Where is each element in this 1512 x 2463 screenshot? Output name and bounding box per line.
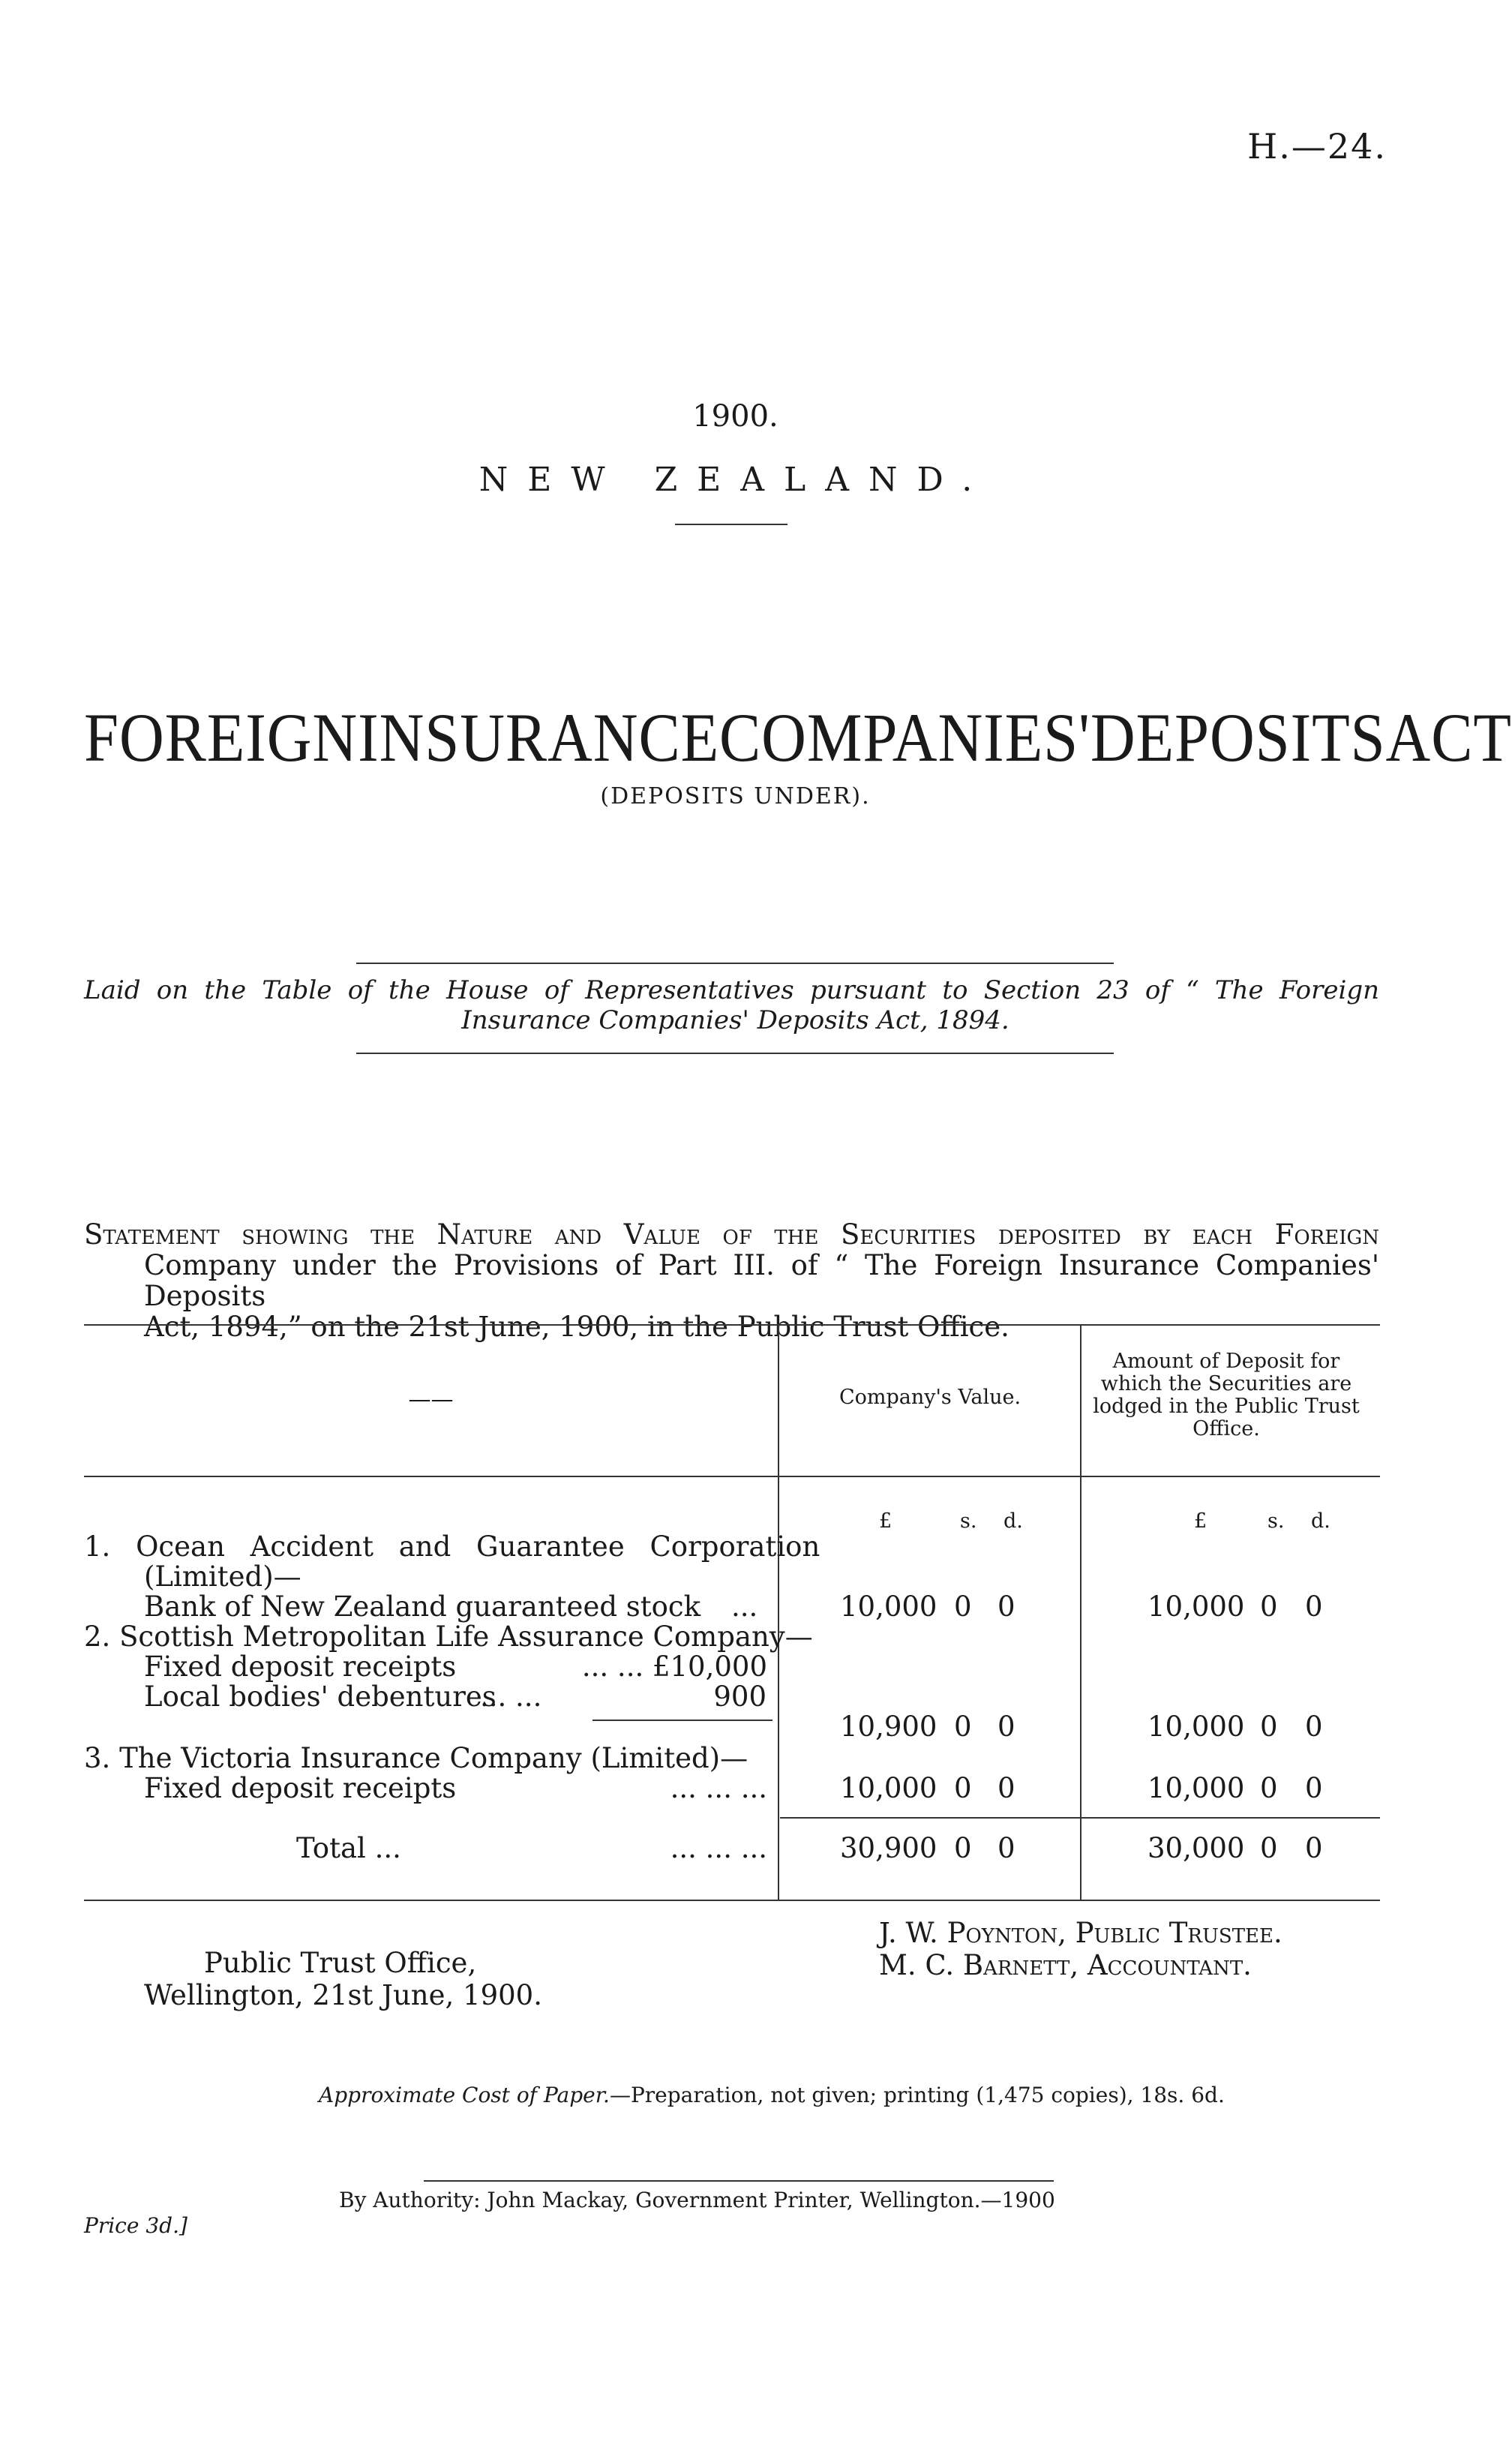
cv-pounds: 10,900 xyxy=(840,1711,938,1743)
row-label: 3. The Victoria Insurance Company (Limited)— xyxy=(84,1742,748,1774)
statement-line: Statement showing the Nature and Value of the Securities deposited by each Foreign xyxy=(84,1218,1379,1251)
row-label: Fixed deposit receipts xyxy=(144,1772,457,1804)
row-label: Fixed deposit receipts xyxy=(144,1651,457,1683)
laid-line-1: Laid on the Table of the House of Representatives pursuant to Section 23 of “ The Foreign xyxy=(84,975,1379,1005)
title-word: INSURANCE xyxy=(358,699,720,776)
office-place: Public Trust Office, xyxy=(204,1947,477,1979)
cost-label: Approximate Cost of Paper. xyxy=(319,2083,610,2107)
row-label: 1. Ocean Accident and Guarantee Corporation xyxy=(84,1530,820,1563)
title-word: FOREIGN xyxy=(84,699,358,776)
deposit-shillings: 0 xyxy=(1260,1711,1278,1743)
cv-shillings: 0 xyxy=(954,1590,972,1623)
price: Price 3d.] xyxy=(84,2213,188,2238)
subtotal-rule xyxy=(592,1720,772,1721)
cost-of-paper xyxy=(319,2083,1225,2107)
table-column-divider xyxy=(1080,1324,1082,1900)
cost-text: —Preparation, not given; printing (1,475 copies), 18s. 6d. xyxy=(609,2083,1225,2107)
cv-pence: 0 xyxy=(998,1711,1016,1743)
title-word: ACT xyxy=(1385,699,1512,776)
total-cv-shillings: 0 xyxy=(954,1832,972,1864)
pence-header: d. xyxy=(1311,1509,1330,1533)
cv-pounds: 10,000 xyxy=(840,1772,938,1804)
row-label: 2. Scottish Metropolitan Life Assurance Company— xyxy=(84,1620,813,1653)
shilling-header: s. xyxy=(960,1509,977,1533)
country-heading: NEW ZEALAND. xyxy=(478,461,992,499)
leader-dots: ... ... ... xyxy=(670,1772,767,1804)
total-deposit-shillings: 0 xyxy=(1260,1832,1278,1864)
company-value-header: Company's Value. xyxy=(838,1386,1022,1409)
statement-line: Company under the Provisions of Part III. of “ The Foreign Insurance Companies' Deposits xyxy=(144,1249,1379,1312)
total-label: Total ... xyxy=(296,1832,401,1864)
table-bottom-rule xyxy=(84,1900,1380,1901)
row-label: (Limited)— xyxy=(144,1560,302,1593)
statement-line: Act, 1894,” on the 21st June, 1900, in the Public Trust Office. xyxy=(144,1311,1010,1343)
signature-public-trustee: J. W. Poynton, Public Trustee. xyxy=(879,1917,1282,1949)
deposit-pence: 0 xyxy=(1305,1711,1323,1743)
leader-dots: ... ... £10,000 xyxy=(581,1651,767,1683)
signature-accountant: M. C. Barnett, Accountant. xyxy=(879,1949,1252,1981)
leader-dots: ... ... ... xyxy=(670,1832,767,1864)
deposit-pounds: 10,000 xyxy=(1148,1590,1245,1623)
table-header-rule xyxy=(84,1476,1380,1477)
cv-pence: 0 xyxy=(998,1772,1016,1804)
shilling-header: s. xyxy=(1268,1509,1285,1533)
pound-header: £ xyxy=(1194,1509,1208,1533)
act-subtitle: (DEPOSITS UNDER). xyxy=(600,783,871,809)
deposit-amount-header: Amount of Deposit for which the Securities are lodged in the Public Trust Office. xyxy=(1093,1350,1360,1440)
deposit-shillings: 0 xyxy=(1260,1772,1278,1804)
leader-dots: ... ... xyxy=(480,1681,542,1713)
cv-pounds: 10,000 xyxy=(840,1590,938,1623)
pound-header: £ xyxy=(879,1509,892,1533)
document-reference: H.—24. xyxy=(1247,126,1387,167)
cv-shillings: 0 xyxy=(954,1711,972,1743)
table-row xyxy=(84,1530,820,1563)
deposit-pence: 0 xyxy=(1305,1772,1323,1804)
total-cv-pounds: 30,900 xyxy=(840,1832,938,1864)
total-deposit-pence: 0 xyxy=(1305,1832,1323,1864)
authority-rule xyxy=(424,2180,1054,2182)
deposit-pounds: 10,000 xyxy=(1148,1711,1245,1743)
leader-dots: ... xyxy=(731,1590,758,1623)
deposit-shillings: 0 xyxy=(1260,1590,1278,1623)
deposit-pounds: 10,000 xyxy=(1148,1772,1245,1804)
title-word: COMPANIES' xyxy=(719,699,1090,776)
pence-header: d. xyxy=(1004,1509,1023,1533)
cv-shillings: 0 xyxy=(954,1772,972,1804)
table-column-divider xyxy=(778,1324,779,1900)
row-label: Local bodies' debentures xyxy=(144,1681,496,1713)
laid-bottom-rule xyxy=(356,1053,1114,1054)
table-top-rule xyxy=(84,1324,1380,1326)
deposit-pence: 0 xyxy=(1305,1590,1323,1623)
description-header: —— xyxy=(408,1386,454,1413)
debenture-amount: 900 xyxy=(713,1681,766,1713)
country-underline xyxy=(675,524,788,525)
total-cv-pence: 0 xyxy=(998,1832,1016,1864)
act-title xyxy=(84,698,1512,777)
laid-line-2: Insurance Companies' Deposits Act, 1894. xyxy=(461,1005,1010,1035)
total-deposit-pounds: 30,000 xyxy=(1148,1832,1245,1864)
title-word: DEPOSITS xyxy=(1090,699,1386,776)
laid-top-rule xyxy=(356,963,1114,964)
printer-authority: By Authority: John Mackay, Government Printer, Wellington.—1900 xyxy=(339,2188,1055,2212)
row-label: Bank of New Zealand guaranteed stock xyxy=(144,1590,701,1623)
cv-pence: 0 xyxy=(998,1590,1016,1623)
total-rule xyxy=(780,1817,1380,1819)
document-year: 1900. xyxy=(692,399,778,434)
office-date: Wellington, 21st June, 1900. xyxy=(144,1979,542,2011)
